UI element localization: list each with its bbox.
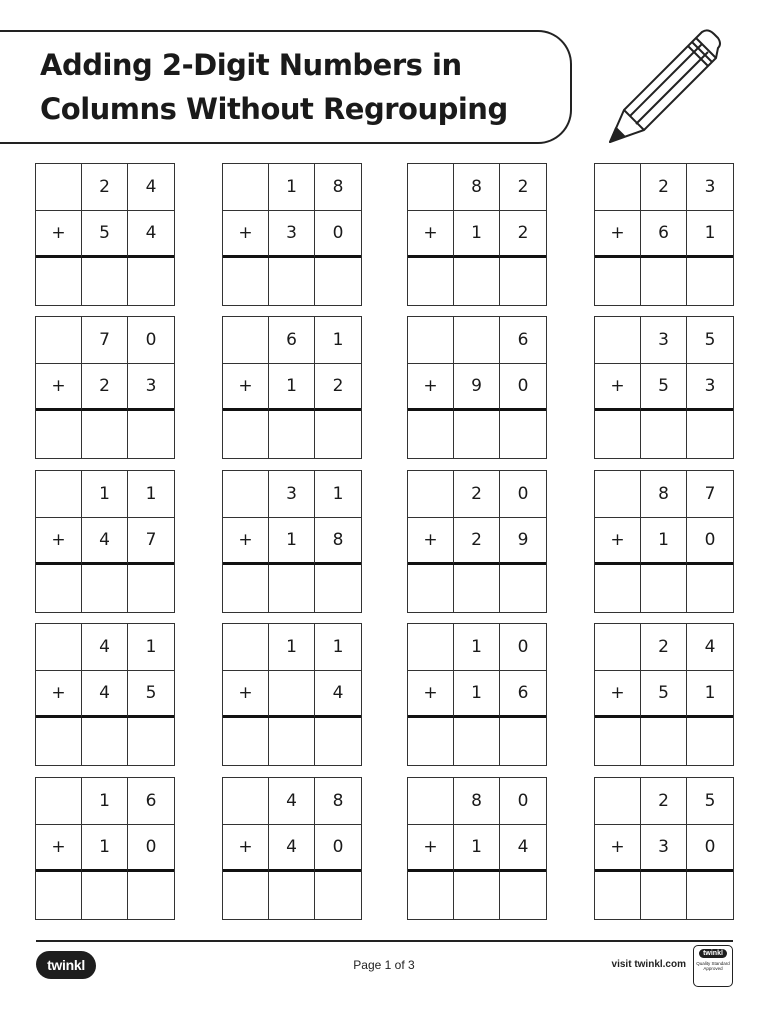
- addition-problem: [594, 316, 734, 459]
- answer-cell[interactable]: [687, 258, 733, 305]
- answer-cell[interactable]: [687, 872, 733, 919]
- digit-cell: [36, 317, 82, 364]
- addition-problem: [35, 623, 175, 766]
- plus-sign: +: [595, 671, 641, 718]
- answer-cell[interactable]: [269, 718, 315, 765]
- answer-cell[interactable]: [269, 872, 315, 919]
- answer-cell[interactable]: [82, 872, 128, 919]
- digit-cell: [36, 471, 82, 518]
- digit-cell: 0: [500, 364, 546, 411]
- addition-problem: [594, 777, 734, 920]
- digit-cell: 7: [128, 518, 174, 565]
- digit-cell: 1: [641, 518, 687, 565]
- digit-cell: 5: [687, 317, 733, 364]
- digit-cell: 6: [641, 211, 687, 258]
- digit-cell: 8: [454, 778, 500, 825]
- answer-cell[interactable]: [36, 565, 82, 612]
- addition-problem: [35, 163, 175, 306]
- plus-sign: +: [36, 671, 82, 718]
- digit-cell: 4: [128, 211, 174, 258]
- digit-cell: 1: [454, 624, 500, 671]
- digit-cell: 5: [641, 671, 687, 718]
- digit-cell: [36, 164, 82, 211]
- answer-cell[interactable]: [223, 718, 269, 765]
- answer-cell[interactable]: [36, 411, 82, 458]
- plus-sign: +: [223, 518, 269, 565]
- plus-sign: +: [595, 211, 641, 258]
- answer-cell[interactable]: [454, 565, 500, 612]
- plus-sign: +: [223, 671, 269, 718]
- digit-cell: 3: [687, 164, 733, 211]
- digit-cell: 5: [687, 778, 733, 825]
- answer-cell[interactable]: [500, 258, 546, 305]
- answer-cell[interactable]: [315, 565, 361, 612]
- digit-cell: 1: [315, 624, 361, 671]
- answer-cell[interactable]: [223, 258, 269, 305]
- answer-cell[interactable]: [454, 258, 500, 305]
- plus-sign: +: [36, 825, 82, 872]
- digit-cell: 2: [641, 778, 687, 825]
- answer-cell[interactable]: [687, 411, 733, 458]
- digit-cell: 8: [315, 518, 361, 565]
- answer-cell[interactable]: [315, 411, 361, 458]
- digit-cell: [223, 164, 269, 211]
- digit-cell: 4: [82, 624, 128, 671]
- plus-sign: +: [595, 825, 641, 872]
- answer-cell[interactable]: [408, 565, 454, 612]
- digit-cell: 7: [687, 471, 733, 518]
- plus-sign: +: [223, 364, 269, 411]
- digit-cell: 4: [269, 778, 315, 825]
- digit-cell: 1: [315, 471, 361, 518]
- digit-cell: 2: [454, 518, 500, 565]
- plus-sign: +: [223, 825, 269, 872]
- digit-cell: 3: [128, 364, 174, 411]
- pencil-icon: [604, 26, 724, 146]
- answer-cell[interactable]: [408, 872, 454, 919]
- digit-cell: 4: [82, 671, 128, 718]
- addition-problem: [222, 470, 362, 613]
- addition-problem: [35, 316, 175, 459]
- digit-cell: 0: [687, 518, 733, 565]
- answer-cell[interactable]: [408, 411, 454, 458]
- plus-sign: +: [36, 364, 82, 411]
- digit-cell: 2: [641, 624, 687, 671]
- plus-sign: +: [408, 211, 454, 258]
- badge-logo: twinkl: [699, 949, 727, 958]
- answer-cell[interactable]: [82, 258, 128, 305]
- digit-cell: 5: [128, 671, 174, 718]
- digit-cell: 8: [454, 164, 500, 211]
- digit-cell: [595, 624, 641, 671]
- plus-sign: +: [408, 364, 454, 411]
- digit-cell: 5: [82, 211, 128, 258]
- digit-cell: 1: [454, 671, 500, 718]
- answer-cell[interactable]: [36, 258, 82, 305]
- answer-cell[interactable]: [595, 718, 641, 765]
- plus-sign: +: [223, 211, 269, 258]
- plus-sign: +: [408, 671, 454, 718]
- addition-problem: [594, 163, 734, 306]
- addition-problem: [35, 470, 175, 613]
- digit-cell: 9: [500, 518, 546, 565]
- answer-cell[interactable]: [641, 718, 687, 765]
- digit-cell: 1: [82, 825, 128, 872]
- answer-cell[interactable]: [128, 258, 174, 305]
- answer-cell[interactable]: [454, 411, 500, 458]
- digit-cell: 0: [500, 471, 546, 518]
- digit-cell: 2: [641, 164, 687, 211]
- digit-cell: 9: [454, 364, 500, 411]
- digit-cell: [408, 164, 454, 211]
- digit-cell: 8: [315, 164, 361, 211]
- digit-cell: 2: [454, 471, 500, 518]
- digit-cell: 4: [500, 825, 546, 872]
- digit-cell: 3: [687, 364, 733, 411]
- digit-cell: 0: [315, 825, 361, 872]
- badge-text: Quality Standard Approved: [696, 961, 730, 971]
- digit-cell: [36, 624, 82, 671]
- digit-cell: 0: [687, 825, 733, 872]
- digit-cell: 2: [500, 164, 546, 211]
- page-title-line-1: Adding 2-Digit Numbers in: [40, 48, 462, 82]
- answer-cell[interactable]: [82, 565, 128, 612]
- digit-cell: 1: [269, 364, 315, 411]
- answer-cell[interactable]: [128, 872, 174, 919]
- answer-cell[interactable]: [36, 872, 82, 919]
- answer-cell[interactable]: [269, 565, 315, 612]
- digit-cell: 1: [269, 624, 315, 671]
- answer-cell[interactable]: [128, 718, 174, 765]
- digit-cell: 1: [269, 518, 315, 565]
- digit-cell: 1: [687, 211, 733, 258]
- digit-cell: [408, 471, 454, 518]
- digit-cell: 0: [128, 825, 174, 872]
- digit-cell: 5: [641, 364, 687, 411]
- addition-problem: [407, 470, 547, 613]
- answer-cell[interactable]: [641, 872, 687, 919]
- page-number: Page 1 of 3: [353, 958, 415, 972]
- digit-cell: 4: [687, 624, 733, 671]
- answer-cell[interactable]: [641, 565, 687, 612]
- addition-problem: [407, 163, 547, 306]
- plus-sign: +: [595, 364, 641, 411]
- digit-cell: 1: [687, 671, 733, 718]
- answer-cell[interactable]: [500, 718, 546, 765]
- digit-cell: 6: [500, 671, 546, 718]
- answer-cell[interactable]: [454, 872, 500, 919]
- digit-cell: 1: [315, 317, 361, 364]
- digit-cell: [408, 317, 454, 364]
- answer-cell[interactable]: [315, 872, 361, 919]
- digit-cell: 1: [454, 211, 500, 258]
- digit-cell: [223, 778, 269, 825]
- answer-cell[interactable]: [641, 411, 687, 458]
- digit-cell: 6: [269, 317, 315, 364]
- answer-cell[interactable]: [595, 872, 641, 919]
- answer-cell[interactable]: [315, 258, 361, 305]
- digit-cell: 2: [500, 211, 546, 258]
- digit-cell: 2: [315, 364, 361, 411]
- digit-cell: [223, 317, 269, 364]
- answer-cell[interactable]: [408, 258, 454, 305]
- answer-cell[interactable]: [500, 411, 546, 458]
- digit-cell: 4: [82, 518, 128, 565]
- answer-cell[interactable]: [82, 411, 128, 458]
- digit-cell: 2: [82, 164, 128, 211]
- digit-cell: [595, 778, 641, 825]
- addition-problem: [594, 470, 734, 613]
- answer-cell[interactable]: [128, 411, 174, 458]
- addition-problem: [407, 777, 547, 920]
- digit-cell: [223, 624, 269, 671]
- answer-cell[interactable]: [223, 565, 269, 612]
- page-title-line-2: Columns Without Regrouping: [40, 92, 508, 126]
- digit-cell: 7: [82, 317, 128, 364]
- digit-cell: 1: [82, 471, 128, 518]
- digit-cell: 1: [128, 624, 174, 671]
- answer-cell[interactable]: [500, 565, 546, 612]
- digit-cell: 2: [82, 364, 128, 411]
- answer-cell[interactable]: [269, 258, 315, 305]
- digit-cell: 4: [269, 825, 315, 872]
- answer-cell[interactable]: [687, 718, 733, 765]
- digit-cell: [36, 778, 82, 825]
- digit-cell: [269, 671, 315, 718]
- footer-divider: [36, 940, 733, 942]
- answer-cell[interactable]: [36, 718, 82, 765]
- addition-problem: [222, 777, 362, 920]
- digit-cell: [408, 778, 454, 825]
- addition-problem: [594, 623, 734, 766]
- answer-cell[interactable]: [408, 718, 454, 765]
- digit-cell: 0: [500, 778, 546, 825]
- answer-cell[interactable]: [500, 872, 546, 919]
- twinkl-logo[interactable]: twinkl: [36, 951, 96, 979]
- digit-cell: 8: [315, 778, 361, 825]
- digit-cell: 1: [128, 471, 174, 518]
- digit-cell: 6: [128, 778, 174, 825]
- digit-cell: 0: [315, 211, 361, 258]
- answer-cell[interactable]: [595, 258, 641, 305]
- addition-problem: [35, 777, 175, 920]
- digit-cell: 8: [641, 471, 687, 518]
- digit-cell: 1: [454, 825, 500, 872]
- digit-cell: 1: [82, 778, 128, 825]
- digit-cell: 3: [269, 211, 315, 258]
- addition-problem: [222, 163, 362, 306]
- plus-sign: +: [36, 518, 82, 565]
- digit-cell: [454, 317, 500, 364]
- digit-cell: [223, 471, 269, 518]
- digit-cell: 3: [641, 317, 687, 364]
- digit-cell: 0: [128, 317, 174, 364]
- plus-sign: +: [36, 211, 82, 258]
- addition-problem: [222, 316, 362, 459]
- answer-cell[interactable]: [128, 565, 174, 612]
- answer-cell[interactable]: [223, 872, 269, 919]
- quality-badge: [693, 945, 733, 987]
- digit-cell: 1: [269, 164, 315, 211]
- digit-cell: 3: [641, 825, 687, 872]
- addition-problem: [407, 316, 547, 459]
- answer-cell[interactable]: [269, 411, 315, 458]
- digit-cell: [595, 471, 641, 518]
- answer-cell[interactable]: [595, 411, 641, 458]
- plus-sign: +: [408, 518, 454, 565]
- digit-cell: [595, 317, 641, 364]
- answer-cell[interactable]: [82, 718, 128, 765]
- plus-sign: +: [595, 518, 641, 565]
- digit-cell: 3: [269, 471, 315, 518]
- answer-cell[interactable]: [641, 258, 687, 305]
- visit-link[interactable]: visit twinkl.com: [611, 959, 686, 970]
- digit-cell: 6: [500, 317, 546, 364]
- digit-cell: 4: [128, 164, 174, 211]
- answer-cell[interactable]: [315, 718, 361, 765]
- answer-cell[interactable]: [595, 565, 641, 612]
- addition-problem: [407, 623, 547, 766]
- digit-cell: [595, 164, 641, 211]
- digit-cell: 4: [315, 671, 361, 718]
- digit-cell: [408, 624, 454, 671]
- plus-sign: +: [408, 825, 454, 872]
- digit-cell: 0: [500, 624, 546, 671]
- addition-problem: [222, 623, 362, 766]
- answer-cell[interactable]: [223, 411, 269, 458]
- answer-cell[interactable]: [454, 718, 500, 765]
- answer-cell[interactable]: [687, 565, 733, 612]
